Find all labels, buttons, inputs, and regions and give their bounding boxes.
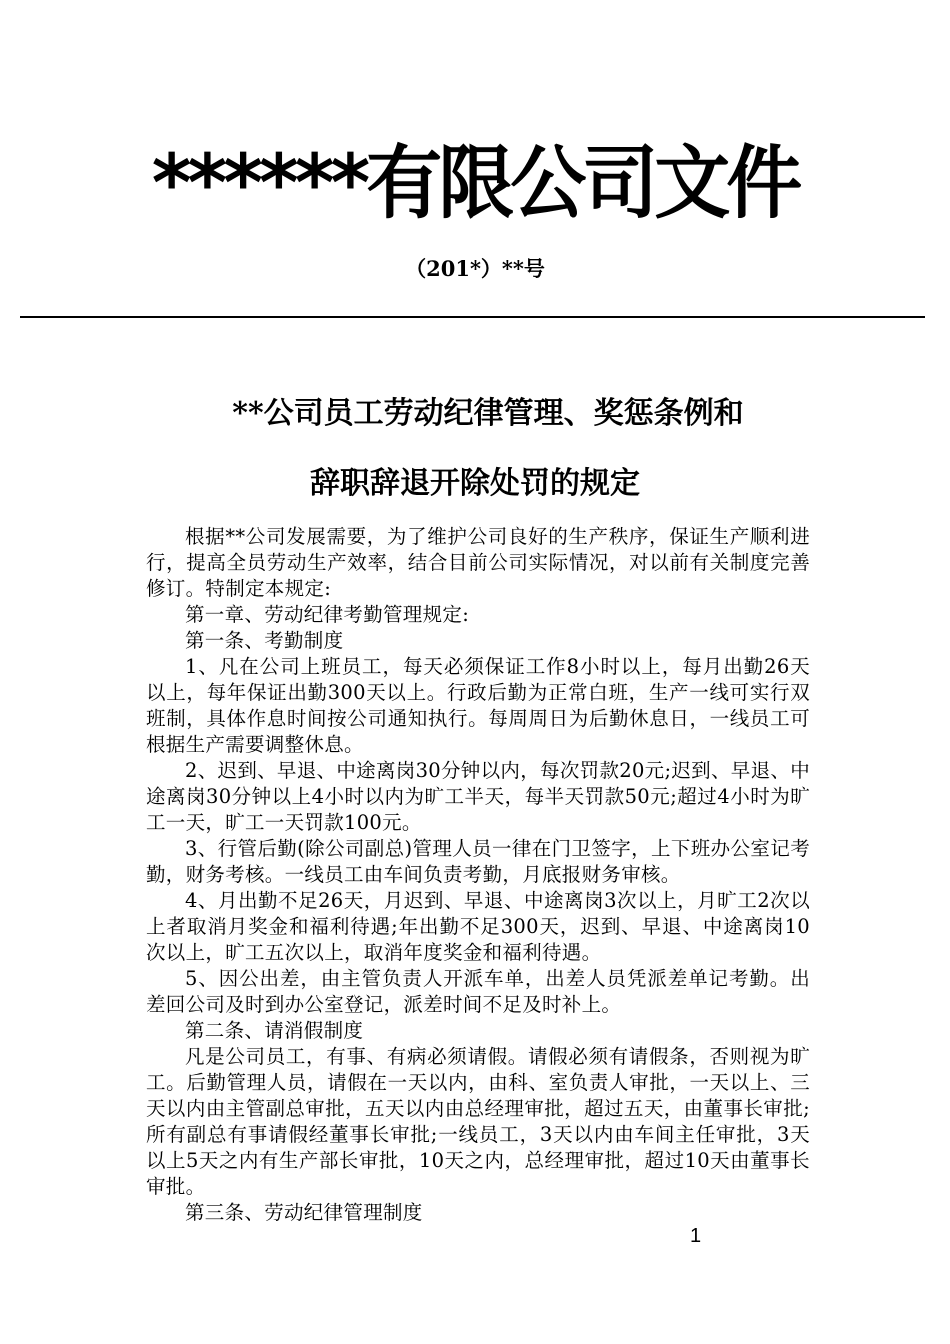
paragraph: 5、因公出差，由主管负责人开派车单，出差人员凭派差单记考勤。出差回公司及时到办公室登记，派差时间不足及时补上。 xyxy=(146,967,810,1016)
article-heading: 第一条、考勤制度 xyxy=(185,629,344,652)
paragraph-intro: 根据**公司发展需要，为了维护公司良好的生产秩序，保证生产顺利进行，提高全员劳动生产效率，结合目前公司实际情况，对以前有关制度完善修订。特制定本规定: xyxy=(146,525,810,600)
page-number: 1 xyxy=(690,1225,702,1247)
paragraph: 2、迟到、早退、中途离岗30分钟以内，每次罚款20元;迟到、早退、中途离岗30分钟以上4小时以内为旷工半天，每半天罚款50元;超过4小时为旷工一天，旷工一天罚款100元。 xyxy=(146,759,810,834)
document-body xyxy=(146,524,810,1226)
paragraph: 1、凡在公司上班员工，每天必须保证工作8小时以上，每月出勤26天以上，每年保证出勤300天以上。行政后勤为正常白班，生产一线可实行双班制，具体作息时间按公司通知执行。每周周日为后勤休息日，一线员工可根据生产需要调整休息。 xyxy=(146,655,810,756)
article-heading: 第三条、劳动纪律管理制度 xyxy=(185,1201,423,1224)
paragraph: 凡是公司员工，有事、有病必须请假。请假必须有请假条，否则视为旷工。后勤管理人员，请假在一天以内，由科、室负责人审批，一天以上、三天以内由主管副总审批，五天以内由总经理审批，超过五天，由董事长审批;所有副总有事请假经董事长审批;一线员工，3天以内由车间主任审批，3天以上5天之内有生产部长审批，10天之内，总经理审批，超过10天由董事长审批。 xyxy=(146,1045,810,1198)
document-title-line-2: 辞职辞退开除处罚的规定 xyxy=(310,466,640,501)
paragraph: 4、月出勤不足26天，月迟到、早退、中途离岗3次以上，月旷工2次以上者取消月奖金和福利待遇;年出勤不足300天，迟到、早退、中途离岗10次以上，旷工五次以上，取消年度奖金和福利待遇。 xyxy=(146,889,810,964)
document-number: （201*）**号 xyxy=(405,256,545,281)
document-title-line-1: **公司员工劳动纪律管理、奖惩条例和 xyxy=(232,396,744,431)
header-title: ******有限公司文件 xyxy=(151,135,799,230)
chapter-heading: 第一章、劳动纪律考勤管理规定: xyxy=(185,603,470,626)
paragraph: 3、行管后勤(除公司副总)管理人员一律在门卫签字，上下班办公室记考勤，财务考核。一线员工由车间负责考勤，月底报财务审核。 xyxy=(146,837,810,886)
article-heading: 第二条、请消假制度 xyxy=(185,1019,364,1042)
header-divider xyxy=(20,316,925,318)
